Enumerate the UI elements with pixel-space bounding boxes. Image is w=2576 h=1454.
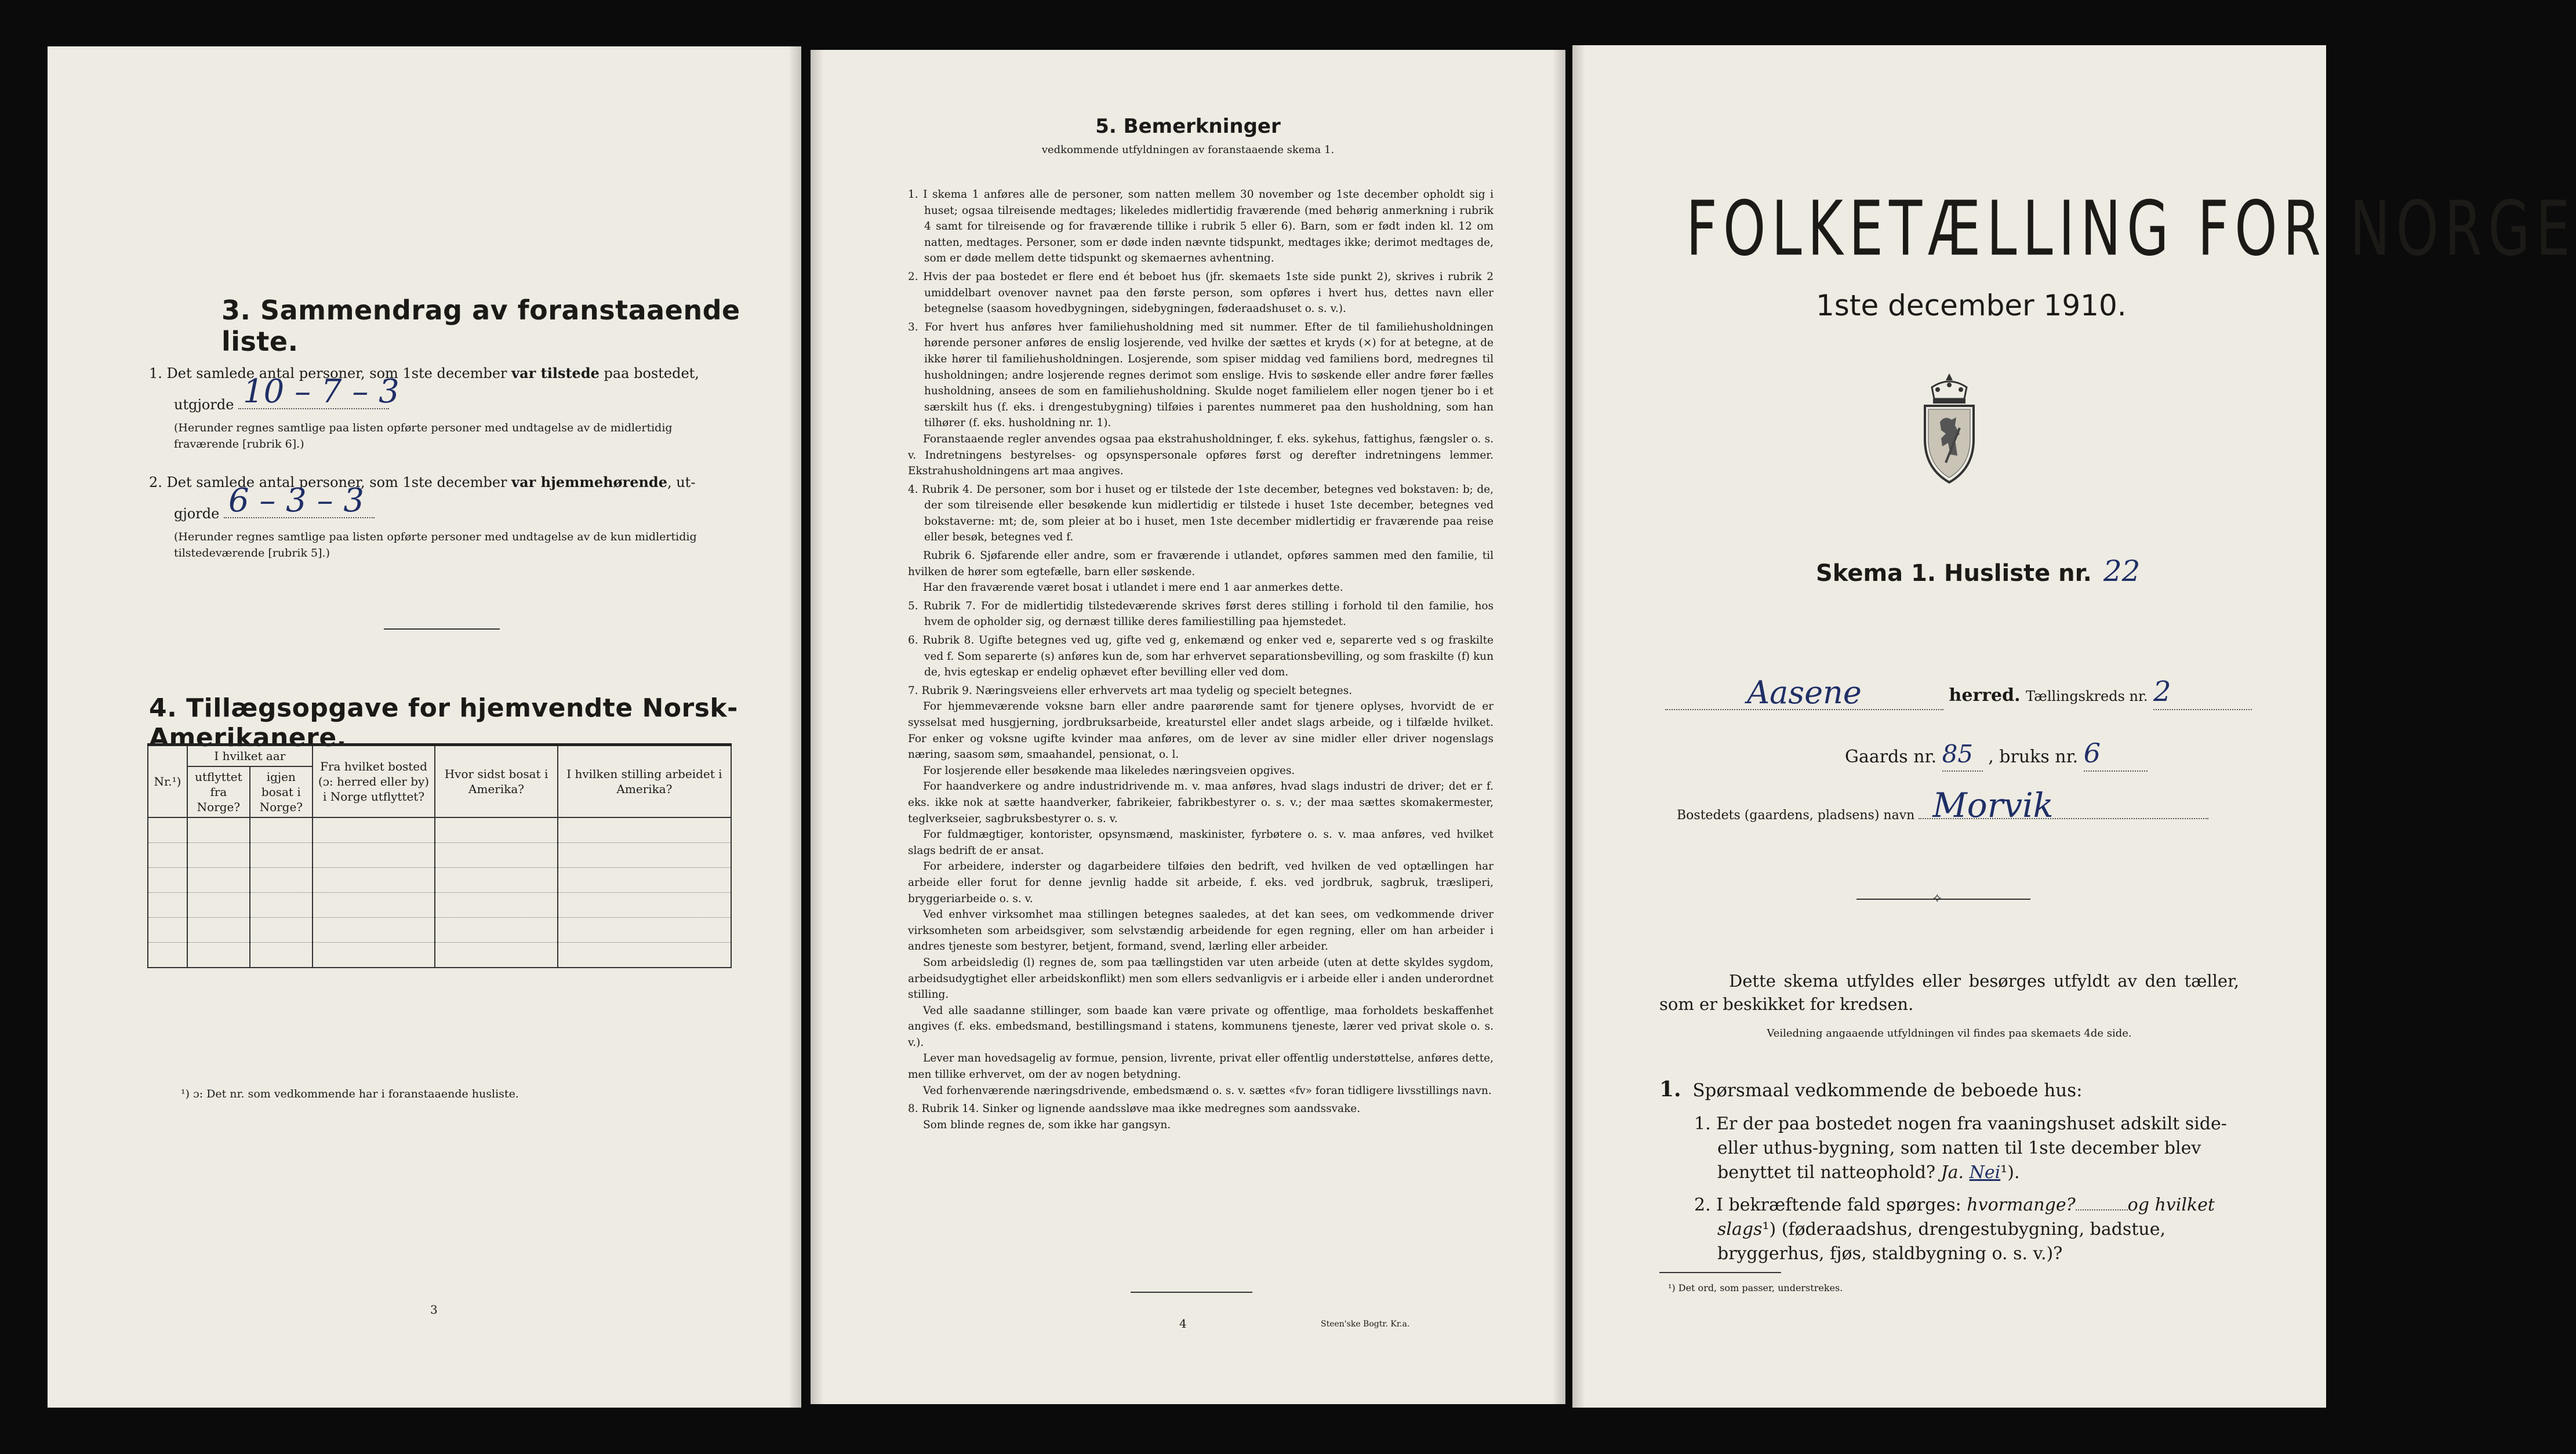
col-hvor-bosat: Hvor sidst bosat i Amerika? bbox=[435, 745, 558, 818]
remark-paragraph: Ved alle saadanne stillinger, som baade kan være private og offentlige, maa forholdets beskaffenhet angives (f. eks. embedsmand, bestillingsmand i statens, kommunens tjeneste, lærer ved privat skole o. s. v.). bbox=[908, 1004, 1494, 1049]
norwegian-coat-of-arms-icon bbox=[1914, 370, 1984, 486]
page-middle bbox=[811, 50, 1565, 1404]
remark-paragraph: 6. Rubrik 8. Ugifte betegnes ved ug, gifte ved g, enkemænd og enker ved e, separerte ved s og fraskilte ved f. Som separerte (s) anføres kun de, som har erhvervet separationsbevilling, og som fraskilte (f) kun de, hvis egteskap er endelig ophævet efter bevilling eller ved dom. bbox=[908, 634, 1494, 679]
col-stilling: I hvilken stilling arbeidet i Amerika? bbox=[558, 745, 731, 818]
table-row bbox=[148, 868, 731, 893]
remark-paragraph: 2. Hvis der paa bostedet er flere end ét beboet hus (jfr. skemaets 1ste side punkt 2), skrives i rubrik 2 umiddelbart ovenover navnet paa den første person, som opføres i hvert hus, dettes navn eller betegnelse (saasom hovedbygningen, sidebygningen, føderaadshuset o. s. v.). bbox=[908, 270, 1494, 315]
remark-paragraph: Lever man hovedsagelig av formue, pension, livrente, privat eller offentlig understøttelse, anføres dette, men tillike erhvervet, om der av nogen betydning. bbox=[908, 1052, 1494, 1081]
printer-mark: Steen'ske Bogtr. Kr.a. bbox=[1321, 1319, 1410, 1329]
table-row bbox=[148, 843, 731, 868]
section3-heading: 3. Sammendrag av foranstaaende liste. bbox=[221, 295, 740, 357]
divider bbox=[1131, 1292, 1252, 1293]
table-row bbox=[148, 817, 731, 843]
gaards-line: Gaards nr. 85 , bruks nr. 6 bbox=[1845, 740, 2148, 772]
skema-label: Skema 1. Husliste nr. 22 bbox=[1816, 554, 2141, 588]
section3-item1-note: (Herunder regnes samtlige paa listen opførte personer med undtagelse av de midlertidig fraværende [rubrik 6].) bbox=[174, 421, 673, 450]
form-title: FOLKETÆLLING FOR NORGE bbox=[1686, 184, 2576, 273]
handwritten-count-resident: 6 – 3 – 3 bbox=[228, 482, 365, 519]
section3-item2: 2. Det samlede antal personer, som 1ste december var hjemmehørende, ut- bbox=[149, 474, 696, 490]
col-fra-bosted: Fra hvilket bosted (ɔ: herred eller by) i Norge utflyttet? bbox=[313, 745, 435, 818]
bosted-line: Bostedets (gaardens, pladsens) navn Morvik bbox=[1677, 808, 2291, 823]
col-nr: Nr.¹) bbox=[148, 745, 187, 818]
section3-item2-note: (Herunder regnes samtlige paa listen opførte personer med undtagelse av de kun midlertidig tilstedeværende [rubrik 5].) bbox=[174, 530, 697, 559]
remark-paragraph: 5. Rubrik 7. For de midlertidig tilstedeværende skrives først deres stilling i forhold til den familie, hos hvem de opholder sig, og dernæst tillike deres familiestilling paa hjemstedet. bbox=[908, 599, 1494, 628]
remark-paragraph: Som arbeidsledig (l) regnes de, som paa tællingstiden var uten arbeide (uten at dette skyldes sygdom, arbeidsudygtighet eller arbeidskonflikt) men som ellers sedvanligvis er i arbeide eller i anden underordnet stilling. bbox=[908, 956, 1494, 1001]
remark-paragraph: For arbeidere, inderster og dagarbeidere tilføies den bedrift, ved hvilken de ved optællingen har arbeide eller forut for denne jevnlig hadde sit arbeide, f. eks. ved jordbruk, sagbruk, træsliperi, bryggeriarbeide o. s. v. bbox=[908, 860, 1494, 905]
col-utflyttet: utflyttet fra Norge? bbox=[187, 766, 250, 817]
handwritten-bosted: Morvik bbox=[1932, 786, 2054, 825]
section3-item1: 1. Det samlede antal personer, som 1ste december var tilstede paa bostedet, bbox=[149, 365, 699, 381]
handwritten-husliste-nr: 22 bbox=[2103, 554, 2141, 588]
section3-item2-value: gjorde 6 – 3 – 3 bbox=[174, 503, 406, 524]
remark-paragraph: For losjerende eller besøkende maa likeledes næringsveien opgives. bbox=[923, 764, 1295, 777]
answer-nei: Nei bbox=[1969, 1162, 2001, 1183]
herred-line: Aasene herred. Tællingskreds nr. 2 bbox=[1665, 677, 2280, 710]
remark-paragraph: 3. For hvert hus anføres hver familiehusholdning med sit nummer. Efter de til familiehusholdningen hørende personer anføres de enslig losjerende, ved hvilke der sættes et kryds (×) for at betegne, at de ikke hører til familiehusholdningen. Losjerende, som spiser middag ved familiens bord, medregnes til husholdningen; andre losjerende regnes derimot som enslige. Hvis to søskende eller andre fører fælles husholdning, ansees de som en familiehusholdning. Skulde noget familielem eller nogen tjener bo i et særskilt hus (f. eks. i drengestubygning) tilføies i parentes nummeret paa den husholdning, som han tilhører (f. eks. husholdning nr. 1). bbox=[908, 321, 1494, 430]
remark-paragraph: Rubrik 6. Sjøfarende eller andre, som er fraværende i utlandet, opføres sammen med den familie, til hvilken de hører som egtefælle, barn eller søskende. bbox=[908, 550, 1494, 578]
table-row bbox=[148, 943, 731, 968]
col-igjen-bosat: igjen bosat i Norge? bbox=[250, 766, 313, 817]
remark-paragraph: 1. I skema 1 anføres alle de personer, som natten mellem 30 november og 1ste december opholdt sig i huset; ogsaa tilreisende medtages; likeledes midlertidig fraværende (med behørig anmerkning i rubrik 4 samt for tilreisende og for fraværende tillike i rubrik 5 eller 6). Barn, som er født inden kl. 12 om natten, medtages. Personer, som er døde inden nævnte tidspunkt, medtages ikke; derimot medtages de, som er døde mellem dette tidspunkt og skemaernes avhentning. bbox=[908, 188, 1494, 265]
section4-heading: 4. Tillægsopgave for hjemvendte Norsk-Amerikanere. bbox=[149, 693, 738, 753]
ornament-icon: ✧ bbox=[1932, 892, 1943, 906]
divider bbox=[1659, 1272, 1781, 1273]
remarks-heading: 5. Bemerkninger bbox=[1095, 115, 1281, 138]
remark-paragraph: 7. Rubrik 9. Næringsveiens eller erhvervets art maa tydelig og specielt betegnes. bbox=[908, 684, 1353, 697]
remark-paragraph: 8. Rubrik 14. Sinker og lignende aandssløve maa ikke medregnes som aandssvake. bbox=[908, 1103, 1361, 1115]
remarks-body bbox=[908, 187, 1494, 1133]
remark-paragraph: Har den fraværende været bosat i utlandet i mere end 1 aar anmerkes dette. bbox=[923, 581, 1343, 594]
table-row bbox=[148, 918, 731, 943]
section3-item1-value: utgjorde 10 – 7 – 3 bbox=[174, 373, 399, 413]
question-1: 1. Er der paa bostedet nogen fra vaaningshuset adskilt side- eller uthus-bygning, som natten til 1ste december blev benyttet til natteophold? Ja. Nei¹). bbox=[1694, 1114, 2227, 1183]
remark-paragraph: Ved forhenværende næringsdrivende, embedsmænd o. s. v. sættes «fv» foran tidligere livsstillings navn. bbox=[923, 1084, 1492, 1097]
question-2: 2. I bekræftende fald spørges: hvormange? og hvilket slags¹) (føderaadshus, drengestubygning, badstue, bryggerhus, fjøs, staldbygning o. s. v.)? bbox=[1694, 1195, 2215, 1264]
remark-paragraph: Foranstaaende regler anvendes ogsaa paa ekstrahusholdninger, f. eks. sykehus, fattighus, fængsler o. s. v. Indretningens bestyrelses- og opsynspersonale opføres først og derefter indretningens lemmer. Ekstrahusholdningens art maa angives. bbox=[908, 432, 1494, 478]
handwritten-herred: Aasene bbox=[1747, 674, 1862, 711]
col-group-year: I hvilket aar bbox=[187, 745, 313, 767]
page-number: 3 bbox=[430, 1303, 438, 1317]
handwritten-count-present: 10 – 7 – 3 bbox=[243, 373, 399, 410]
remarks-subheading: vedkommende utfyldningen av foranstaaende skema 1. bbox=[1041, 144, 1335, 156]
veiledning-text: Veiledning angaaende utfyldningen vil findes paa skemaets 4de side. bbox=[1767, 1027, 2132, 1039]
handwritten-bruks-nr: 6 bbox=[2083, 737, 2101, 769]
table-row bbox=[148, 893, 731, 918]
remark-paragraph: For haandverkere og andre industridrivende m. v. maa anføres, hvad slags industri de driver; det er f. eks. ikke nok at sætte haandverker, fabrikeier, fabrikbestyrer o. s. v.; der maa sættes skomakermester, teglverkseier, sagbruksbestyrer o. s. v. bbox=[908, 780, 1494, 825]
intro-text: Dette skema utfyldes eller besørges utfyldt av den tæller, som er beskikket for kredsen. bbox=[1659, 971, 2239, 1014]
page-right bbox=[1572, 45, 2576, 1408]
handwritten-gaards-nr: 85 bbox=[1942, 740, 1974, 768]
divider bbox=[1856, 899, 2030, 900]
page3-footnote: ¹) Det ord, som passer, understrekes. bbox=[1668, 1282, 1843, 1293]
norsk-amerikanere-table bbox=[147, 743, 732, 968]
page-left bbox=[48, 46, 801, 1408]
page-number: 4 bbox=[1179, 1317, 1187, 1331]
handwritten-kreds-nr: 2 bbox=[2153, 675, 2171, 708]
remark-paragraph: Ved enhver virksomhet maa stillingen betegnes saaledes, at det kan sees, om vedkommende driver virksomheten som arbeidsgiver, som selvstændig arbeidende for egen regning, eller om han arbeider i andres tjeneste som bestyrer, betjent, formand, svend, lærling eller arbeider. bbox=[908, 908, 1494, 953]
remark-paragraph: For fuldmægtiger, kontorister, opsynsmænd, maskinister, fyrbøtere o. s. v. maa anføres, ved hvilket slags bedrift de er ansat. bbox=[908, 828, 1494, 857]
remark-paragraph: 4. Rubrik 4. De personer, som bor i huset og er tilstede der 1ste december, betegnes ved bokstaven: b; de, der som tilreisende eller besøkende kun midlertidig er tilstede i huset 1ste december, betegnes ved bokstaverne: mt; de, som pleier at bo i huset, men 1ste december midlertidig er fraværende paa reise eller besøk, betegnes ved f. bbox=[908, 483, 1494, 544]
section4-footnote: ¹) ɔ: Det nr. som vedkommende har i foranstaaende husliste. bbox=[181, 1088, 519, 1100]
remark-paragraph: Som blinde regnes de, som ikke har gangsyn. bbox=[923, 1118, 1171, 1131]
remark-paragraph: For hjemmeværende voksne barn eller andre paarørende samt for tjenere oplyses, hvorvidt de er sysselsat med husgjerning, jordbruksarbeide, kreaturstel eller andet slags arbeide, og i tilfælde hvilket. For enker og voksne ugifte kvinder maa anføres, om de lever av sine midler eller driver nogenslags næring, saasom søm, smaahandel, pensionat, o. l. bbox=[908, 700, 1494, 761]
form-date: 1ste december 1910. bbox=[1816, 289, 2127, 322]
divider bbox=[384, 628, 500, 630]
question-heading: 1. Spørsmaal vedkommende de beboede hus: bbox=[1659, 1077, 2083, 1102]
